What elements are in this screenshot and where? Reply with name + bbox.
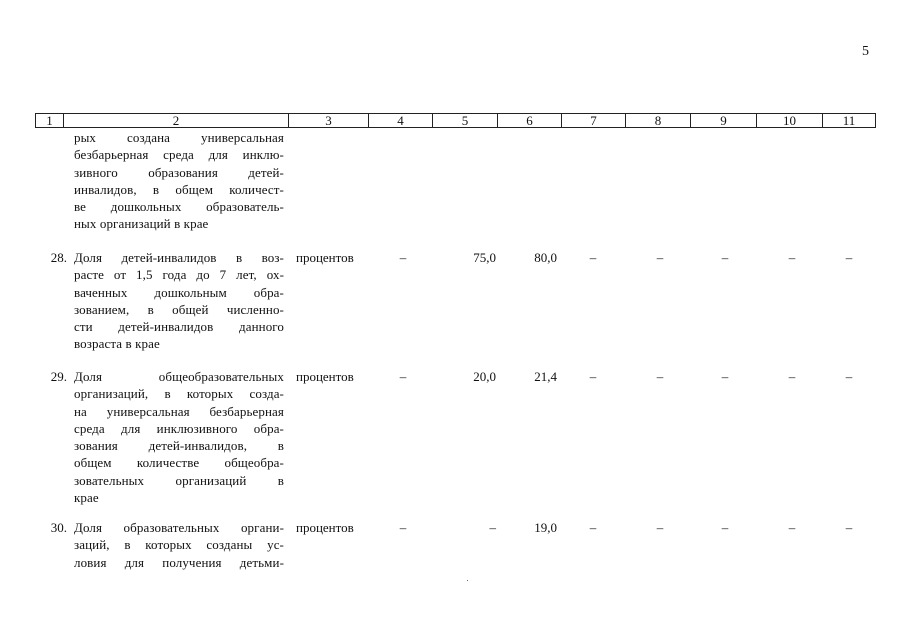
- value-col-6: 80,0: [534, 250, 557, 265]
- value-col-6: 19,0: [534, 520, 557, 535]
- header-col-6: 6: [497, 113, 562, 128]
- value-col-8: –: [656, 250, 664, 265]
- value-col-6: 21,4: [534, 369, 557, 384]
- header-col-10: 10: [756, 113, 823, 128]
- indicator-description: [74, 249, 284, 353]
- description-line: организаций, в которых созда-: [74, 386, 284, 402]
- value-col-10: –: [788, 520, 796, 535]
- unit-cell: процентов: [296, 250, 354, 265]
- header-col-8: 8: [625, 113, 691, 128]
- header-col-4: 4: [368, 113, 433, 128]
- header-col-7: 7: [561, 113, 626, 128]
- row-number: 29.: [50, 369, 67, 384]
- description-line: Доля общеобразовательных: [74, 369, 284, 384]
- description-line: общем количестве общеобра-: [74, 455, 284, 471]
- value-col-10: –: [788, 369, 796, 384]
- row-number: 30.: [50, 520, 67, 535]
- value-col-9: –: [721, 520, 729, 535]
- value-col-11: –: [845, 369, 853, 384]
- description-line: ловия для получения детьми-: [74, 554, 284, 570]
- description-line: ваченных дошкольным обра-: [74, 284, 284, 300]
- value-col-7: –: [589, 369, 597, 384]
- description-line: инвалидов, в общем количест-: [74, 181, 284, 197]
- value-col-4: –: [399, 520, 407, 535]
- description-line: на универсальная безбарьерная: [74, 403, 284, 419]
- description-line: среда для инклюзивного обра-: [74, 420, 284, 436]
- scan-speck: [467, 580, 468, 581]
- description-line: сти детей-инвалидов данного: [74, 319, 284, 335]
- value-col-8: –: [656, 520, 664, 535]
- header-col-2: 2: [63, 113, 289, 128]
- value-col-5: 20,0: [473, 369, 496, 384]
- description-line: Доля образовательных органи-: [74, 520, 284, 535]
- header-col-3: 3: [288, 113, 369, 128]
- row-number: 28.: [50, 250, 67, 265]
- description-line: зивного образования детей-: [74, 164, 284, 180]
- value-col-9: –: [721, 369, 729, 384]
- description-line: зованием, в общей численно-: [74, 301, 284, 317]
- header-col-9: 9: [690, 113, 757, 128]
- value-col-5: –: [489, 520, 496, 535]
- value-col-11: –: [845, 520, 853, 535]
- value-col-9: –: [721, 250, 729, 265]
- unit-cell: процентов: [296, 369, 354, 384]
- header-col-5: 5: [432, 113, 498, 128]
- value-col-7: –: [589, 250, 597, 265]
- description-line: зования детей-инвалидов, в: [74, 438, 284, 454]
- indicator-description: [74, 129, 284, 233]
- indicator-description: [74, 368, 284, 506]
- value-col-8: –: [656, 369, 664, 384]
- description-line: заций, в которых созданы ус-: [74, 537, 284, 553]
- page-number: 5: [862, 44, 869, 59]
- description-line: ве дошкольных образователь-: [74, 199, 284, 215]
- description-line: зовательных организаций в: [74, 472, 284, 488]
- value-col-5: 75,0: [473, 250, 496, 265]
- value-col-4: –: [399, 250, 407, 265]
- description-line: возраста в крае: [74, 336, 160, 352]
- value-col-10: –: [788, 250, 796, 265]
- value-col-11: –: [845, 250, 853, 265]
- indicator-description: [74, 519, 284, 571]
- header-col-1: 1: [35, 113, 64, 128]
- description-line: рых создана универсальная: [74, 130, 284, 145]
- description-line: Доля детей-инвалидов в воз-: [74, 250, 284, 265]
- description-line: безбарьерная среда для инклю-: [74, 147, 284, 163]
- description-line: ных организаций в крае: [74, 216, 209, 232]
- unit-cell: процентов: [296, 520, 354, 535]
- header-col-11: 11: [822, 113, 876, 128]
- description-line: крае: [74, 490, 99, 506]
- description-line: расте от 1,5 года до 7 лет, ох-: [74, 267, 284, 283]
- value-col-4: –: [399, 369, 407, 384]
- value-col-7: –: [589, 520, 597, 535]
